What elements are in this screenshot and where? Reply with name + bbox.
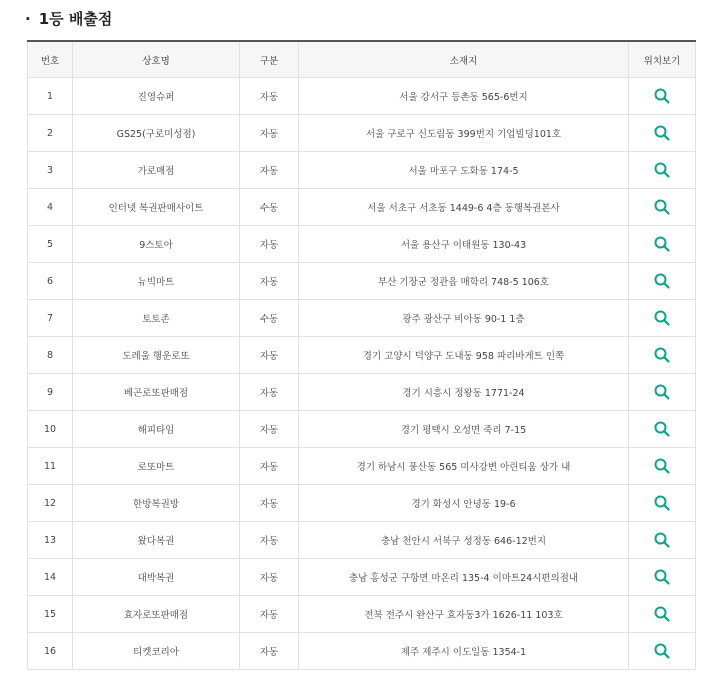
row-store-name: 진영슈퍼 xyxy=(73,78,240,115)
search-icon[interactable] xyxy=(653,531,671,549)
row-type: 수동 xyxy=(240,189,299,226)
row-no: 11 xyxy=(28,448,73,485)
row-address: 서울 강서구 등촌동 565-6번지 xyxy=(299,78,629,115)
header-map: 위치보기 xyxy=(629,41,696,78)
search-icon[interactable] xyxy=(653,494,671,512)
row-address: 서울 구로구 신도림동 399번지 기업빌딩101호 xyxy=(299,115,629,152)
table-body xyxy=(28,78,696,670)
header-no: 번호 xyxy=(28,41,73,78)
row-map-cell xyxy=(629,226,696,263)
row-no: 1 xyxy=(28,78,73,115)
row-address: 서울 마포구 도화동 174-5 xyxy=(299,152,629,189)
table-row xyxy=(28,633,696,670)
winner-store-table xyxy=(27,40,696,670)
row-no: 3 xyxy=(28,152,73,189)
row-type: 자동 xyxy=(240,411,299,448)
row-map-cell xyxy=(629,374,696,411)
row-store-name: 로또마트 xyxy=(73,448,240,485)
table-row xyxy=(28,263,696,300)
row-store-name: 가로매점 xyxy=(73,152,240,189)
search-icon[interactable] xyxy=(653,642,671,660)
row-store-name: 티켓코리아 xyxy=(73,633,240,670)
row-map-cell xyxy=(629,189,696,226)
row-map-cell xyxy=(629,152,696,189)
row-map-cell xyxy=(629,559,696,596)
table-row xyxy=(28,115,696,152)
row-store-name: 효자로또판매점 xyxy=(73,596,240,633)
search-icon[interactable] xyxy=(653,457,671,475)
row-address: 제주 제주시 이도일동 1354-1 xyxy=(299,633,629,670)
row-store-name: 대박복권 xyxy=(73,559,240,596)
row-type: 자동 xyxy=(240,78,299,115)
row-address: 경기 하남시 풍산동 565 미사강변 아린티움 상가 내 xyxy=(299,448,629,485)
table-row xyxy=(28,485,696,522)
row-map-cell xyxy=(629,337,696,374)
row-address: 서울 용산구 이태원동 130-43 xyxy=(299,226,629,263)
row-type: 자동 xyxy=(240,337,299,374)
row-address: 경기 평택시 오성면 죽리 7-15 xyxy=(299,411,629,448)
search-icon[interactable] xyxy=(653,161,671,179)
search-icon[interactable] xyxy=(653,124,671,142)
table-row xyxy=(28,448,696,485)
row-store-name: 도레울 행운로또 xyxy=(73,337,240,374)
search-icon[interactable] xyxy=(653,383,671,401)
search-icon[interactable] xyxy=(653,568,671,586)
row-type: 자동 xyxy=(240,448,299,485)
row-map-cell xyxy=(629,78,696,115)
search-icon[interactable] xyxy=(653,309,671,327)
header-address: 소재지 xyxy=(299,41,629,78)
row-store-name: 해피타임 xyxy=(73,411,240,448)
table-row xyxy=(28,596,696,633)
table-row xyxy=(28,559,696,596)
row-no: 7 xyxy=(28,300,73,337)
row-store-name: 인터넷 복권판매사이트 xyxy=(73,189,240,226)
winner-store-table-wrapper xyxy=(27,40,695,670)
row-map-cell xyxy=(629,633,696,670)
search-icon[interactable] xyxy=(653,420,671,438)
table-row xyxy=(28,374,696,411)
row-type: 자동 xyxy=(240,374,299,411)
row-type: 자동 xyxy=(240,559,299,596)
table-row xyxy=(28,337,696,374)
search-icon[interactable] xyxy=(653,346,671,364)
header-name: 상호명 xyxy=(73,41,240,78)
header-type: 구분 xyxy=(240,41,299,78)
row-no: 8 xyxy=(28,337,73,374)
table-row xyxy=(28,189,696,226)
table-row xyxy=(28,78,696,115)
row-no: 10 xyxy=(28,411,73,448)
search-icon[interactable] xyxy=(653,235,671,253)
row-store-name: 베곤로또판매점 xyxy=(73,374,240,411)
row-type: 자동 xyxy=(240,226,299,263)
row-type: 자동 xyxy=(240,263,299,300)
row-type: 수동 xyxy=(240,300,299,337)
row-store-name: 9스토아 xyxy=(73,226,240,263)
row-store-name: 토토존 xyxy=(73,300,240,337)
section-header xyxy=(25,8,112,29)
row-type: 자동 xyxy=(240,152,299,189)
row-no: 14 xyxy=(28,559,73,596)
row-type: 자동 xyxy=(240,485,299,522)
row-no: 13 xyxy=(28,522,73,559)
bullet: · xyxy=(25,9,31,28)
row-no: 9 xyxy=(28,374,73,411)
table-row xyxy=(28,300,696,337)
row-map-cell xyxy=(629,115,696,152)
row-address: 충남 천안시 서북구 성정동 646-12번지 xyxy=(299,522,629,559)
row-store-name: 왔다복권 xyxy=(73,522,240,559)
row-no: 16 xyxy=(28,633,73,670)
row-no: 15 xyxy=(28,596,73,633)
row-map-cell xyxy=(629,485,696,522)
row-map-cell xyxy=(629,522,696,559)
row-map-cell xyxy=(629,263,696,300)
row-no: 4 xyxy=(28,189,73,226)
row-address: 서울 서초구 서초동 1449-6 4층 동행복권본사 xyxy=(299,189,629,226)
row-no: 5 xyxy=(28,226,73,263)
row-address: 전북 전주시 완산구 효자동3가 1626-11 103호 xyxy=(299,596,629,633)
row-store-name: 뉴빅마트 xyxy=(73,263,240,300)
page-title: 1등 배출점 xyxy=(38,10,113,28)
row-map-cell xyxy=(629,300,696,337)
row-address: 경기 고양시 덕양구 도내동 958 파리바게트 인쪽 xyxy=(299,337,629,374)
row-map-cell xyxy=(629,596,696,633)
row-store-name: 한방복권방 xyxy=(73,485,240,522)
row-address: 광주 광산구 비아동 90-1 1층 xyxy=(299,300,629,337)
row-type: 자동 xyxy=(240,596,299,633)
table-row xyxy=(28,411,696,448)
search-icon[interactable] xyxy=(653,272,671,290)
row-map-cell xyxy=(629,448,696,485)
row-address: 충남 홍성군 구항면 마온리 135-4 이마트24시편의점내 xyxy=(299,559,629,596)
table-row xyxy=(28,522,696,559)
search-icon[interactable] xyxy=(653,198,671,216)
row-map-cell xyxy=(629,411,696,448)
row-no: 6 xyxy=(28,263,73,300)
row-store-name: GS25(구로미성점) xyxy=(73,115,240,152)
table-row xyxy=(28,226,696,263)
row-type: 자동 xyxy=(240,522,299,559)
table-row xyxy=(28,152,696,189)
search-icon[interactable] xyxy=(653,605,671,623)
row-address: 경기 화성시 안녕동 19-6 xyxy=(299,485,629,522)
row-address: 부산 기장군 정관읍 매학리 748-5 106호 xyxy=(299,263,629,300)
row-type: 자동 xyxy=(240,115,299,152)
row-no: 2 xyxy=(28,115,73,152)
row-address: 경기 시흥시 정왕동 1771-24 xyxy=(299,374,629,411)
table-header-row xyxy=(28,41,696,78)
search-icon[interactable] xyxy=(653,87,671,105)
row-no: 12 xyxy=(28,485,73,522)
row-type: 자동 xyxy=(240,633,299,670)
